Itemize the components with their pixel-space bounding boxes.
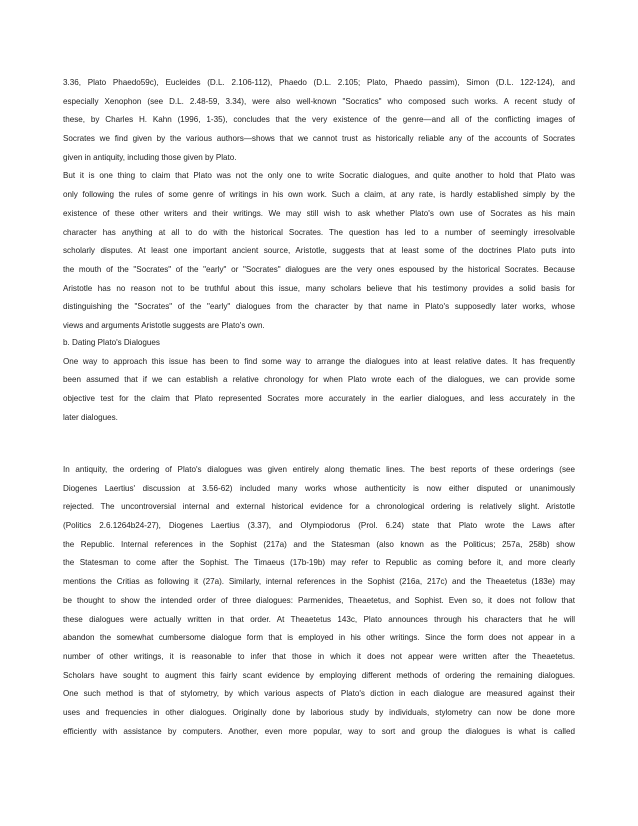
text-line: the Republic. Internal references in the Sophist (217a) and the Statesman (also known as the Politicus; 257a, 258b) show xyxy=(63,539,575,549)
text-line: 3.36, Plato Phaedo59c), Eucleides (D.L. 2.106-112), Phaedo (D.L. 2.105; Plato, Phaedo passim), Simon (D.L. 122-124), and xyxy=(63,78,575,87)
text-line: only following the rules of some genre of writings in his own work. Such a claim, at any rate, is hardly established simply by the xyxy=(63,190,575,200)
text-line: One way to approach this issue has been to find some way to arrange the dialogues into at least relative dates. It has frequently xyxy=(63,356,575,366)
text-line: views and arguments Aristotle suggests are Plato's own. xyxy=(63,320,265,330)
text-line: distinguishing the "Socrates" of the "early" dialogues from the character by that name in Plato's supposedly later works, whose xyxy=(63,302,575,312)
text-line: (Politics 2.6.1264b24-27), Diogenes Laertius (3.37), and Olympiodorus (Prol. 6.24) state that Plato wrote the Laws after xyxy=(63,521,575,531)
text-line: efficiently with assistance by computers. Another, even more popular, way to sort and group the dialogues is what is called xyxy=(63,726,575,736)
text-line: objective test for the claim that Plato represented Socrates more accurately in the earlier dialogues, and less accurately in the xyxy=(63,394,575,404)
text-line: uses and frequencies in other dialogues. Originally done by laborious study by individuals, stylometry can now be done more xyxy=(63,707,575,717)
text-line: Diogenes Laertius' discussion at 3.56-62) included many works whose authenticity is now either disputed or unanimously xyxy=(63,483,575,493)
text-line: been assumed that if we can establish a relative chronology for when Plato wrote each of the dialogues, we can provide some xyxy=(63,375,575,385)
text-line: these, by Charles H. Kahn (1996, 1-35), concludes that the very existence of the genre—and all of the conflicting images of xyxy=(63,115,575,125)
paragraph-block-socratics xyxy=(63,74,575,336)
text-line: these dialogues were actually written in that order. At Theaetetus 143c, Plato announces through his characters that he will xyxy=(63,614,575,624)
text-line: rejected. The uncontroversial internal and external historical evidence for a chronological ordering is relatively slight. Aristotle xyxy=(63,502,575,512)
text-line: mentions the Critias as following it (27a). Similarly, internal references in the Sophist (216a, 217c) and the Theaetetus (183e) may xyxy=(63,577,575,587)
text-line: especially Xenophon (see D.L. 2.48-59, 3.34), were also well-known "Socratics" who composed such works. A recent study of xyxy=(63,96,575,106)
text-line: number of other writings, it is reasonable to infer that those in which it does not appear were written after the Theaetetus. xyxy=(63,651,575,661)
text-line: the mouth of the "Socrates" of the "early" or "Socrates" dialogues are the very ones espoused by the historical Socrates. Because xyxy=(63,264,575,274)
text-line: Socrates we find given by the various authors—shows that we cannot trust as historically reliable any of the accounts of Socrates xyxy=(63,134,575,144)
text-line: scholarly disputes. At least one important ancient source, Aristotle, suggests that at least some of the doctrines Plato puts into xyxy=(63,246,575,256)
text-line: In antiquity, the ordering of Plato's dialogues was given entirely along thematic lines. The best reports of these orderings (see xyxy=(63,465,575,474)
text-line: Scholars have sought to augment this fairly scant evidence by employing different methods of ordering the remaining dialogues. xyxy=(63,670,575,680)
text-line: One such method is that of stylometry, by which various aspects of Plato's diction in each dialogue are measured against their xyxy=(63,689,575,699)
section-heading: b. Dating Plato's Dialogues xyxy=(63,338,160,347)
text-line: But it is one thing to claim that Plato was not the only one to write Socratic dialogues, and quite another to hold that Plato was xyxy=(63,171,575,181)
text-line: the Statesman to come after the Sophist. The Timaeus (17b-19b) may refer to Republic as coming before it, and more clearly xyxy=(63,558,575,568)
text-line: given in antiquity, including those given by Plato. xyxy=(63,152,237,162)
text-line: character has anything at all to do with the historical Socrates. The question has led to a number of seemingly irresolvable xyxy=(63,227,575,237)
paragraph-block-antiquity-ordering xyxy=(63,461,575,741)
text-line: Aristotle has no reason not to be truthful about this issue, many scholars believe that his testimony provides a solid basis for xyxy=(63,283,575,293)
text-line: later dialogues. xyxy=(63,412,118,422)
paragraph-relative-chronology xyxy=(63,353,575,428)
text-line: be thought to show the intended order of three dialogues: Parmenides, Theaetetus, and Sophist. Even so, it does not follow that xyxy=(63,595,575,605)
section-dating-dialogues xyxy=(63,334,575,427)
text-line: existence of these other writers and their writings. We may still wish to ask whether Plato's own use of Socrates as his main xyxy=(63,208,575,218)
text-line: abandon the somewhat cumbersome dialogue form that is employed in his other writings. Since the form does not appear in a xyxy=(63,633,575,643)
